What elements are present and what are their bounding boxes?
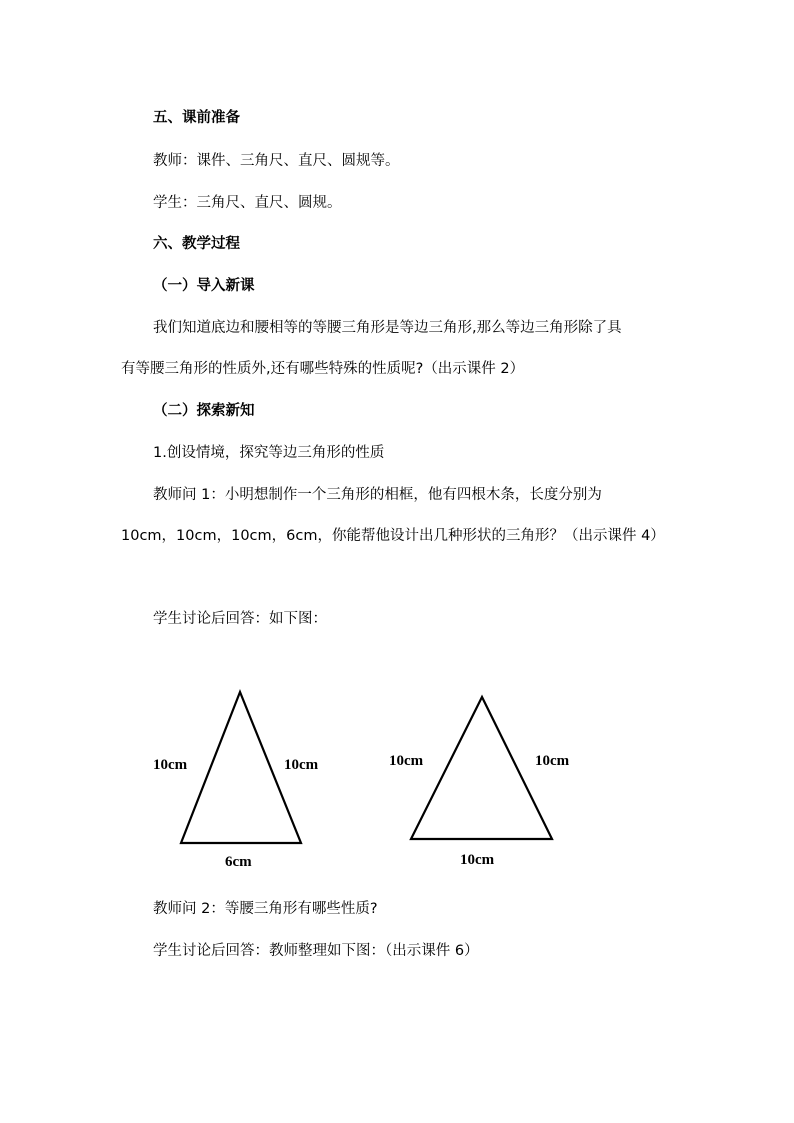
triangle2-base-label: 10cm: [460, 852, 495, 868]
answer-intro: 学生讨论后回答：如下图：: [153, 611, 327, 627]
intro-paragraph-line-1: 我们知道底边和腰相等的等腰三角形是等边三角形,那么等边三角形除了具: [153, 320, 622, 336]
isosceles-triangle: [181, 692, 301, 843]
student-materials: 学生：三角尺、直尺、圆规。: [153, 195, 342, 211]
intro-lesson-heading: （一）导入新课: [153, 278, 255, 294]
question-one-line-1: 教师问 1：小明想制作一个三角形的相框，他有四根木条，长度分别为: [153, 487, 602, 503]
triangle1-left-side-label: 10cm: [153, 757, 188, 773]
answer-two: 学生讨论后回答：教师整理如下图：（出示课件 6）: [153, 943, 479, 959]
question-two: 教师问 2：等腰三角形有哪些性质?: [153, 901, 378, 917]
triangle1-base-label: 6cm: [225, 854, 252, 870]
triangle1-right-side-label: 10cm: [284, 757, 319, 773]
section-six-heading: 六、教学过程: [153, 236, 240, 252]
triangle2-left-side-label: 10cm: [389, 753, 424, 769]
triangle2-right-side-label: 10cm: [535, 753, 570, 769]
teacher-materials: 教师：课件、三角尺、直尺、圆规等。: [153, 153, 400, 169]
equilateral-triangle: [411, 697, 552, 839]
question-one-line-2: 10cm，10cm，10cm，6cm，你能帮他设计出几种形状的三角形？（出示课件 4）: [121, 528, 665, 544]
explore-heading: （二）探索新知: [153, 403, 255, 419]
intro-paragraph-line-2: 有等腰三角形的性质外,还有哪些特殊的性质呢?（出示课件 2）: [121, 361, 525, 377]
item-one: 1.创设情境，探究等边三角形的性质: [153, 445, 385, 461]
section-five-heading: 五、课前准备: [153, 110, 240, 126]
